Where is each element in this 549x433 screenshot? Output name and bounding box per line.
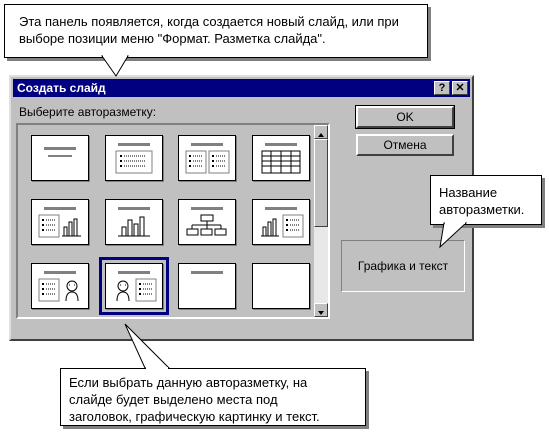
layout-blank[interactable] [252, 263, 310, 309]
layout-bulleted-list[interactable] [105, 135, 163, 181]
callout-right-line-1: Название [439, 185, 498, 200]
gallery-scrollbar[interactable] [314, 125, 328, 317]
arrow-down-icon[interactable] [314, 303, 328, 317]
layout-name-display: Графика и текст [341, 240, 465, 292]
ok-button[interactable]: OK [356, 106, 454, 128]
callout-bottom-line-3: заголовок, графическую картинку и текст. [69, 409, 320, 424]
layout-gallery [16, 123, 330, 319]
layout-chart-and-text[interactable] [252, 199, 310, 245]
callout-right-line-2: авторазметки. [439, 202, 525, 217]
close-icon[interactable]: ✕ [452, 81, 468, 95]
new-slide-dialog [9, 75, 474, 341]
callout-bottom-line-2: слайде будет выделено места под [69, 392, 278, 407]
layout-text-and-clipart[interactable] [31, 263, 89, 309]
callout-top-line-2: выборе позиции меню "Формат. Разметка слайда". [19, 31, 326, 46]
layout-title[interactable] [31, 135, 89, 181]
layout-clipart-and-text[interactable] [105, 263, 163, 309]
callout-bottom-line-1: Если выбрать данную авторазметку, на [69, 375, 308, 390]
layout-table[interactable] [252, 135, 310, 181]
dialog-titlebar [13, 79, 470, 97]
cancel-button[interactable]: Отмена [356, 134, 454, 156]
dialog-title: Создать слайд [17, 81, 106, 95]
callout-top [4, 4, 428, 58]
scrollbar-thumb[interactable] [314, 139, 328, 227]
callout-bottom [60, 368, 366, 426]
layout-two-column-text[interactable] [178, 135, 236, 181]
layout-chart[interactable] [105, 199, 163, 245]
layout-text-and-chart[interactable] [31, 199, 89, 245]
layout-prompt: Выберите авторазметку: [19, 105, 157, 119]
layout-org-chart[interactable] [178, 199, 236, 245]
callout-bottom-pointer [115, 322, 175, 370]
layout-title-only[interactable] [178, 263, 236, 309]
callout-right [430, 175, 542, 225]
callout-right-pointer [436, 223, 476, 251]
callout-top-line-1: Эта панель появляется, когда создается новый слайд, или при [19, 14, 399, 29]
help-icon[interactable]: ? [434, 81, 450, 95]
arrow-up-icon[interactable] [314, 125, 328, 139]
callout-top-pointer [100, 56, 140, 80]
